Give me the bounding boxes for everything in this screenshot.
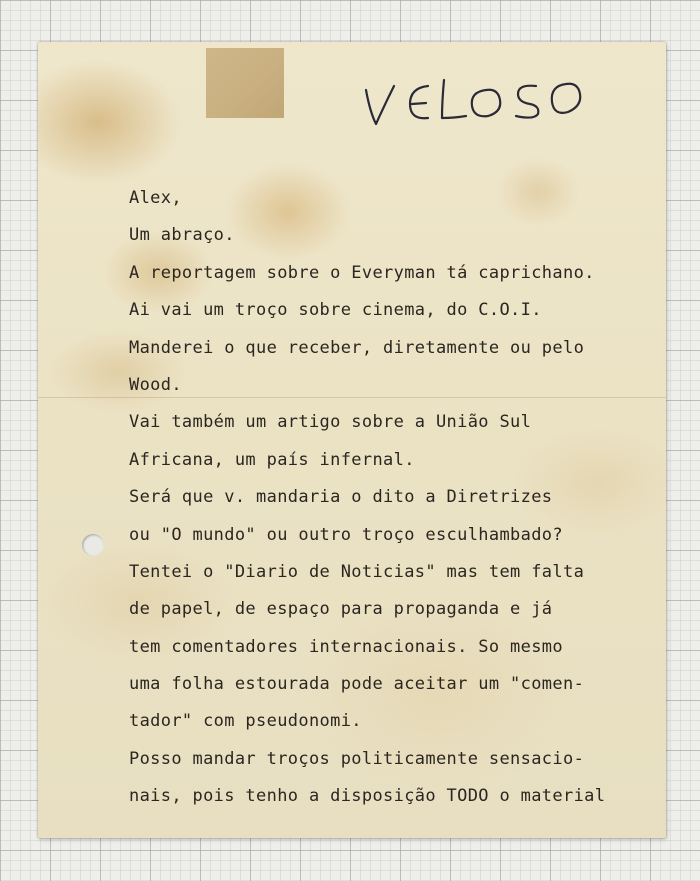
punch-hole: [82, 534, 104, 556]
letter-line-8: Africana, um país infernal.: [129, 449, 415, 470]
letter-line-7: Vai também um artigo sobre a União Sul: [129, 412, 532, 433]
letter-line-2: Um abraço.: [129, 225, 235, 246]
letter-line-11: Tentei o "Diario de Noticias" mas tem falta: [129, 561, 585, 582]
letter-line-9: Será que v. mandaria o dito a Diretrizes: [129, 487, 553, 508]
letter-line-14: uma folha estourada pode aceitar um "comen-: [129, 674, 585, 695]
tape-strip: [206, 48, 284, 118]
handwritten-name: [358, 62, 588, 132]
letter-line-10: ou "O mundo" ou outro troço esculhambado?: [129, 524, 563, 545]
letter-line-16: Posso mandar troços politicamente sensacio-: [129, 748, 585, 769]
letter-line-17: nais, pois tenho a disposição TODO o material: [129, 786, 606, 807]
letter-line-4: Ai vai um troço sobre cinema, do C.O.I.: [129, 300, 542, 321]
letter-line-6: Wood.: [129, 374, 182, 395]
handwritten-name-drawing: [358, 62, 588, 132]
letter-body: [129, 180, 605, 816]
letter-line-12: de papel, de espaço para propaganda e já: [129, 599, 553, 620]
letter-line-15: tador" com pseudonomi.: [129, 711, 362, 732]
letter-line-1: Alex,: [129, 188, 182, 208]
letter-page: [38, 42, 666, 838]
letter-line-13: tem comentadores internacionais. So mesmo: [129, 636, 563, 657]
letter-line-5: Manderei o que receber, diretamente ou pelo: [129, 337, 585, 358]
letter-line-3: A reportagem sobre o Everyman tá caprichano.: [129, 262, 595, 283]
